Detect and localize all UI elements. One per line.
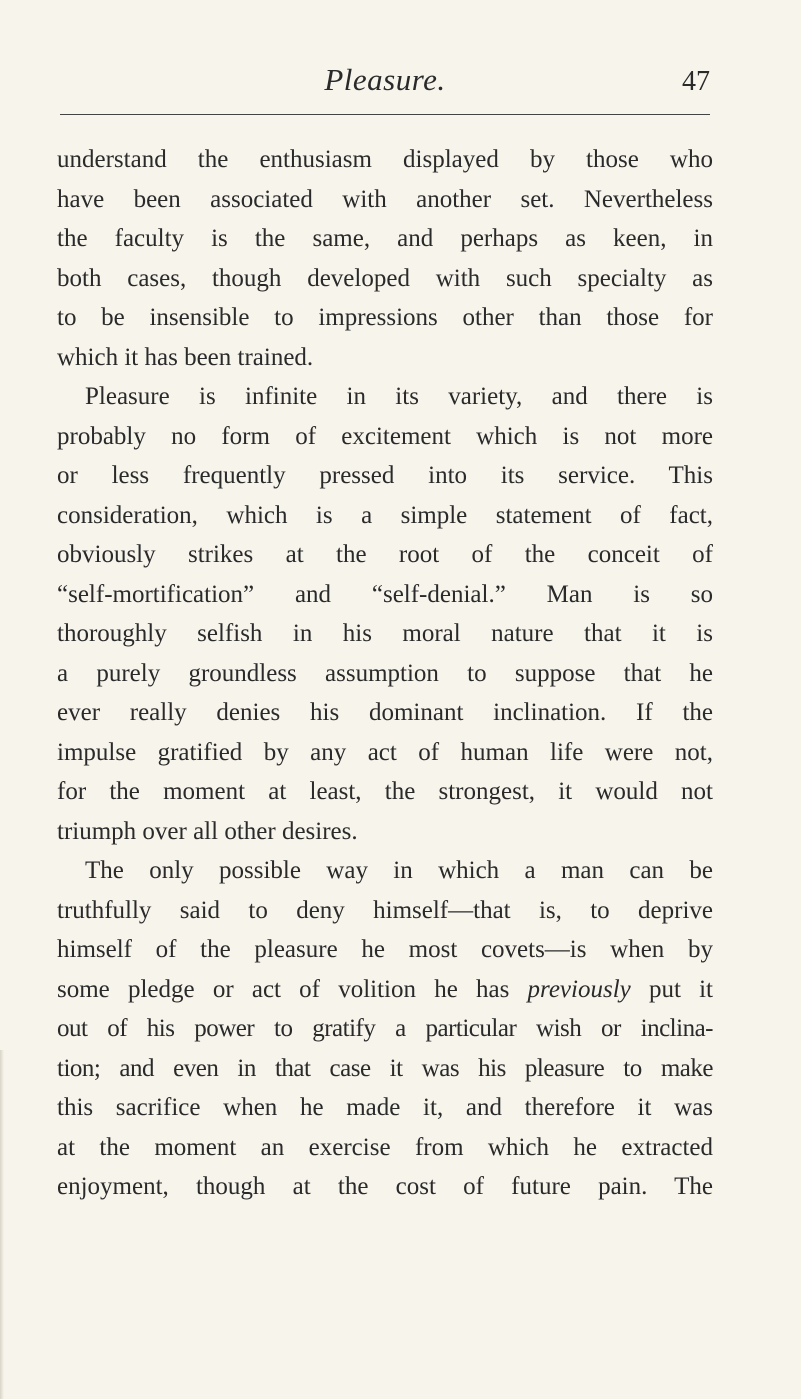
page-number: 47: [682, 66, 710, 97]
page-header: [60, 60, 710, 110]
emphasized-word: previously: [527, 975, 631, 1003]
text-line: at the moment an exercise from which he extracted: [57, 1133, 713, 1161]
text-line: out of his power to gratify a particular wish or inclina-: [57, 1015, 713, 1042]
text-line: triumph over all other desires.: [57, 817, 358, 845]
text-line: himself of the pleasure he most covets—is when by: [57, 936, 713, 963]
text-line: enjoyment, though at the cost of future pain. The: [57, 1173, 713, 1200]
text-line: consideration, which is a simple statement of fact,: [57, 501, 713, 529]
text-line: obviously strikes at the root of the conceit of: [57, 541, 713, 568]
text-line: have been associated with another set. Nevertheless: [57, 185, 713, 213]
running-head: Pleasure.: [324, 62, 446, 97]
text-line: both cases, though developed with such specialty as: [57, 264, 713, 292]
text-line: the faculty is the same, and perhaps as keen, in: [57, 225, 713, 252]
text-line: impulse gratified by any act of human life were not,: [57, 738, 713, 766]
text-line: Pleasure is infinite in its variety, and there is: [85, 383, 713, 410]
text-line: probably no form of excitement which is not more: [57, 422, 713, 450]
text-line: tion; and even in that case it was his pleasure to make: [57, 1054, 713, 1082]
text-line: The only possible way in which a man can be: [85, 857, 713, 884]
body-text: [57, 140, 713, 1207]
text-line: truthfully said to deny himself—that is, to deprive: [57, 896, 713, 924]
text-line: [57, 970, 713, 1010]
text-line: for the moment at least, the strongest, it would not: [57, 778, 713, 805]
page-gutter-shadow: [0, 1050, 4, 1399]
text-line: to be insensible to impressions other than those for: [57, 304, 713, 331]
text-line: or less frequently pressed into its service. This: [57, 462, 713, 489]
text-line: thoroughly selfish in his moral nature that it is: [57, 620, 713, 647]
text-line: ever really denies his dominant inclination. If the: [57, 699, 713, 726]
text-line: understand the enthusiasm displayed by those who: [57, 146, 713, 173]
text-span: some pledge or act of volition he has: [57, 975, 510, 1003]
text-line: “self-mortification” and “self-denial.” Man is so: [57, 580, 713, 608]
text-span: put it: [648, 975, 713, 1003]
text-line: this sacrifice when he made it, and therefore it was: [57, 1094, 713, 1121]
text-line: which it has been trained.: [57, 343, 314, 371]
text-line: a purely groundless assumption to suppose that he: [57, 659, 713, 687]
header-rule: [60, 114, 710, 115]
